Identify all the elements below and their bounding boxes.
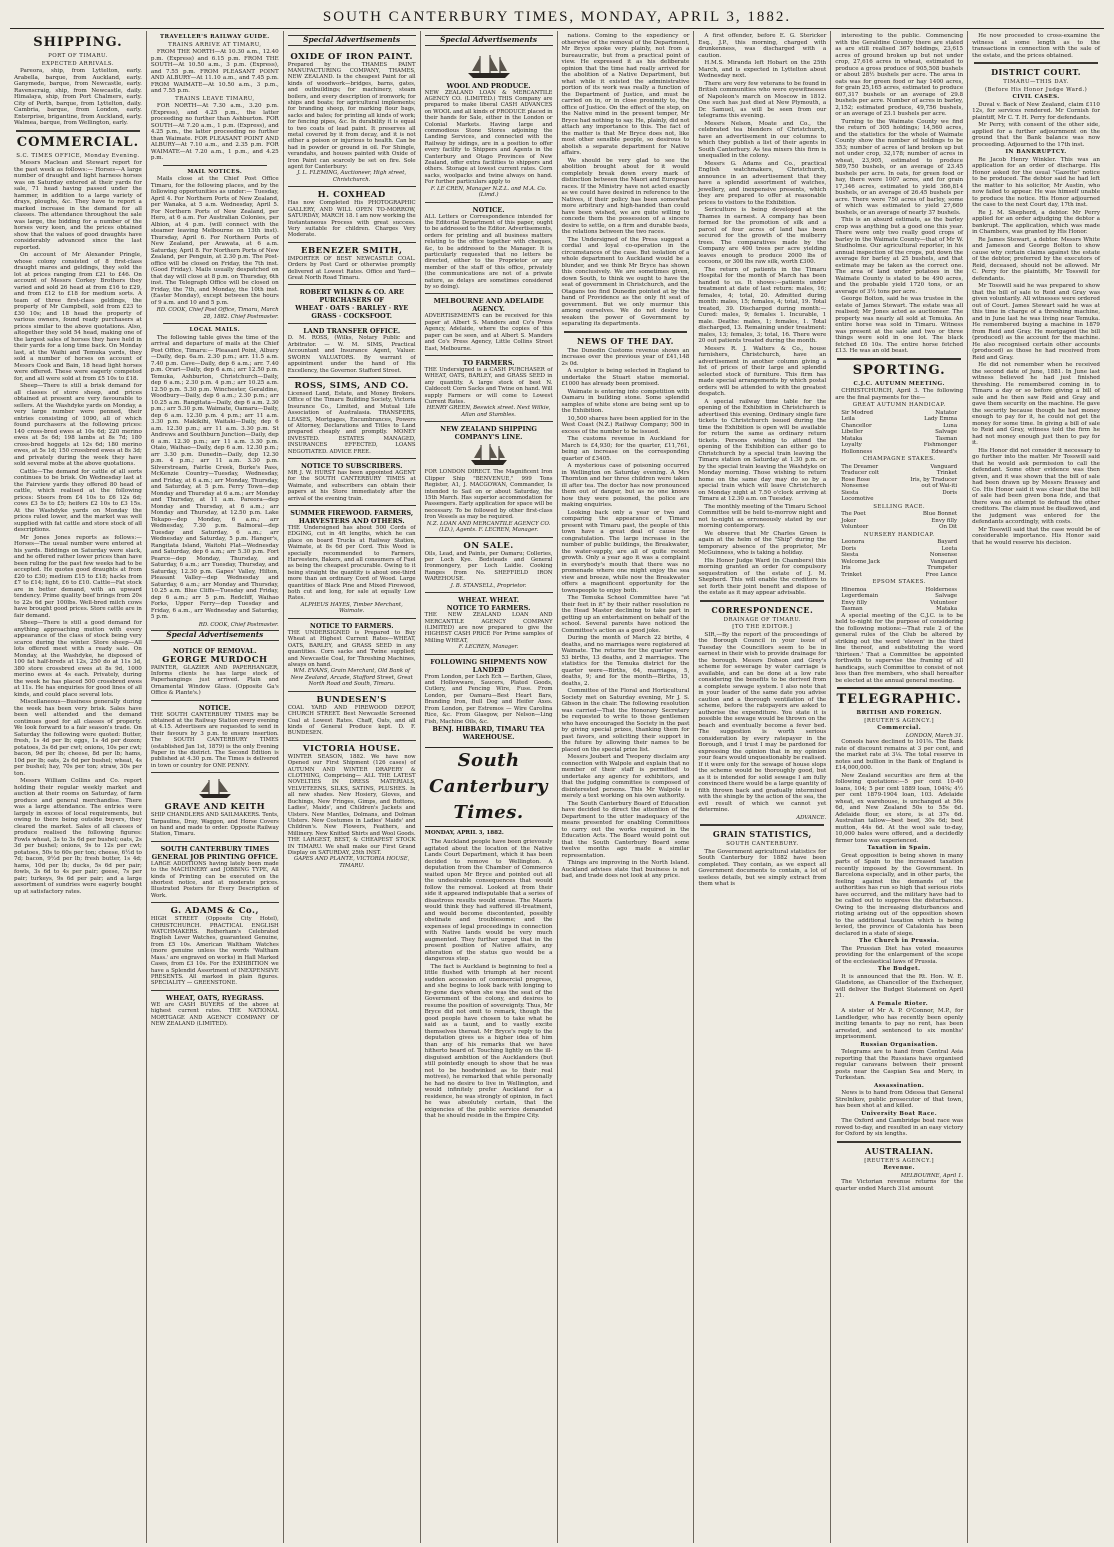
ad-victoria-house (288, 741, 416, 873)
ad-body: THE SOUTH CANTERBURY TIMES may be obtained at the Railway Station every evening at 4.15. Advertisers are requested to send in their favours by 3 p.m. to ensure insertion. The SOUTH CANTERBURY TIMES (established Jan 1st, 1879) is the only Evening Paper in the district. The Second Edition is published at 4.30 p.m. The Times is delivered in town or country for ONE PENNY. (150, 711, 279, 769)
ad-signature: F. LECREN, Manager. (458, 644, 519, 651)
race-list (835, 511, 963, 531)
race-list (835, 464, 963, 503)
commercial-para: Messrs William Collins and Co. report holding their regular weekly market and auction at their rooms on Saturday, of farm produce and general merchandise. There was a large attendance. The entries were largely in excess of local requirements, but owing to there being outside buyers, they cleared the market. Sales of all classes of produce realised the following figures: Fowls wheat, 3s to 3s 6d per bushel; oats, 2s 3d per bushel; onions, 9s to 12s per cwt; potatoes, 50s to 60s per ton; cheese, 6½d to 7d; bacon, 9½d per lb; fresh butter, 1s 4d; hams, 10d per lb; ducks, 5s 6d per pair; fowls, 3s 6d to 4s per pair; geese, 7s per pair; turkeys, 9s 6d per pair; and a large assortment of sundries were eagerly bought up at satisfactory rates. (14, 778, 142, 895)
tele-subhead: Commercial. (877, 725, 922, 731)
ad-body: From London, per Loch Ech — Earthen, Glass, and Hollowware, Saucers, Plated Goods, Cutlery, and Fencing Wire, Fuse. From London, per Oamaru—Best Heart Bars, Branding Iron, Bull Dog and Heifer Axes. From London, per Estremos — Wire Carolina Rice, &c. From Glasgow, per Nelson—Ling Fish, Machine Oils, &c. (424, 673, 553, 725)
horse-name: Leeta (941, 545, 958, 552)
ad-title: ROSS, SIMS, AND CO. (294, 380, 409, 391)
divider (700, 600, 824, 602)
office-line: S.C. TIMES OFFICE, Monday Evening. (16, 152, 140, 159)
trains-arrive-heading: TRAINS ARRIVE AT TIMARU, (168, 41, 262, 48)
ad-title: NOTICE. (472, 205, 505, 214)
commercial-para: Messrs Maclean and Stewart report for the past week as follows:— Horses—A large number of draught and light harness horses was on Saturday entered at their yards for sale, 71 head having passed under the hammer, in addition to a large variety of drays, ploughs, &c. They have to report a marked increase in the demand for all classes. The attendance throughout the sale was large, the bidding for a number of the horses very keen, and the prices obtained show that the values of good draughts have considerably advanced since the last reported. (14, 160, 142, 251)
editorial-para: nations. Coming to the expediency or otherwise of the removal of the Department, Mr Bryce spoke very plainly, not from a bureaucratic, but from a practical point of view. He expressed it as his deliberate opinion that the time had really arrived for the abolition of a Native Department, but what while it existed the administrative portion of its work was really a function of the Department of Justice, and must be carried on in, or in close proximity to, the office of Justice. On the effect of the step, on the Native mind in the present temper, Mr Bryce had nothing to say. He, plainly, did not attach any importance to this. The fact of the matter is that Mr Bryce does not, like most other sensible people, so desirous to abolish a separate department for Native affairs. (561, 33, 690, 156)
news-item: The South Canterbury Board of Education have decided to direct the attention of the Department to the utter inadequacy of the means presented for enabling Committees to carry out the works required in the Education Acts. The Board would point out that the South Canterbury Board some twelve months ago made a similar representation. (561, 800, 690, 859)
ad-notice-farmers (288, 619, 416, 692)
tele-para: It is announced that the Rt. Hon. W. E. Gladstone, as Chancellor of the Exchequer, will deliver the Budget Statement on April 21. (835, 973, 964, 999)
cjc-intro: CHRISTCHURCH, April 3. The following are the final payments for the— (835, 388, 964, 401)
horse-name: Salvage (935, 429, 958, 435)
ad-bundesen (288, 692, 416, 741)
ad-ebenezer-smith (288, 243, 416, 286)
column-4 (421, 31, 558, 1543)
ad-subscribers (288, 459, 416, 506)
horse-name: Hinemoa (841, 586, 867, 593)
ad-title: TO FARMERS. (462, 358, 515, 367)
british-foreign-heading: BRITISH AND FOREIGN. (856, 710, 942, 716)
sporting-para: A special meeting of the C.J.C. is to be held to-night for the purpose of considering the following motions:—That rule 2 of the general rules of the Club be altered by striking out the word 'eleven' in the third line thereof, and substituting the word 'thirteen.' That a Committee be appointed forthwith to supervise the framing of all handicaps, such Committee to consist of not less than five members, who shall hereafter be elected at the annual general meeting. (835, 612, 964, 684)
column-1 (10, 31, 147, 1543)
port-label: PORT OF TIMARU. (48, 53, 108, 59)
horse-name: Legerdemain (841, 593, 879, 599)
divider (564, 331, 688, 333)
grain-para: Turning to the Waimate County we find the return of 305 holdings; 14,560 acres, and the statistics for the whole of Waimate County show the number of holdings to be 353; number of acres of land broken up but not under crop, 32,178; number of acres in wheat, 23,905, estimated to produce 589,750 bushels, or an average of 23.45 bushels per acre. In oats, for green food or hay, there were 1007 acres, and for grain 17,346 acres, estimated to yield 366,814 bushels, or an average of 26.45 bushels per acre. There were 750 acres of barley, some of which was estimated to yield 27,669 bushels, or an average of nearly 37 bushels. (835, 118, 964, 216)
news-item: During the month of March 22 births, 4 deaths, and no marriages were registered at Waimate. The returns for the quarter were 53 births, 13 deaths, and 2 marriages. The statistics for the Temuka district for the quarter were—Births, 64, marriages, 5, deaths, 9; and for the month—Births, 15, deaths, 2. (561, 635, 690, 687)
horse-name: Rose Rose (841, 476, 871, 483)
horse-name: Blue Bonnet (922, 511, 958, 517)
horse-name: Nonsense (929, 552, 958, 558)
horse-name: Envy filly (931, 517, 958, 524)
ad-on-sale (425, 538, 553, 594)
horse-name: Nonsense (841, 483, 869, 489)
news-item: The customs revenue in Auckland for March is £4,930; for the quarter, £11,761, being an increase on the corresponding quarter of £3405. (561, 436, 690, 462)
news-item: Messrs Nelson, Moate and Co., the celebrated tea blenders of Christchurch, have an advertisement in our columns to which they publish a list of their agents in South Canterbury. As tea mixers this firm is unequalled in the colony. (698, 120, 827, 159)
ad-body: WE are CASH BUYERS of the above at highest current rates. THE NATIONAL MORTGAGE AND AGENCY COMPANY OF NEW ZEALAND (LIMITED). (150, 1001, 279, 1027)
news-item: There are very few veterans to be found in British communities who were eyewitnesses of Napoleon's march on Moscow in 1812. One such has just died at New Plymouth, a Dr. Samuel, as will be seen from our telegrams this evening. (698, 80, 827, 119)
trains-arrive: FROM THE NORTH—At 10.30 a.m., 12.40 p.m. (Express) and 6.15 p.m. FROM THE SOUTH—At 10.50 a.m., 3 p.m. (Express), and 7.55 p.m. FROM PLEASANT POINT AND ALBURY—At 11.10 a.m., and 7.45 p.m. FROM WAIMATE—At 10.50 a.m., 3 p.m., and 7.55 p.m. (150, 49, 279, 94)
letter-title: DRAINAGE OF TIMARU. (723, 616, 801, 623)
australian-heading: AUSTRALIAN. (864, 1145, 934, 1156)
tele-subhead: Revenue. (883, 1165, 915, 1171)
news-item: Looking back only a year or two and comparing the appearance of Timaru present with Timaru past, the people of this town have a great deal of cause for congratulation. The large increase in the number of public buildings, the Breakwater, the water-supply, are all of quite recent growth. Only a year ago it was a complaint in everybody's mouth that there was no promenade where one might enjoy the sea view and breeze, while now the Breakwater offers a magnificent opportunity for the townspeople to enjoy both. (561, 509, 690, 594)
horse-name: Hollonness (841, 448, 873, 455)
news-item: A special railway time table for the opening of the Exhibition in Christchurch is advertised this evening. Ordinary single fare tickets to Christchurch issued during the time the Exhibition is open will be available for return the same as ordinary return tickets. Persons wishing to attend the opening of the Exhibition can either go to Christchurch by a special train leaving the Timaru station on Saturday at 1.30 p.m. or by the special train leaving the Washdyke on Monday morning. Those wishing to return home on the same day may do so by a special train which will leave Christchurch on Monday night at 7.50 o'clock arriving at Timaru at 12.30 a.m. on Tuesday. (698, 398, 827, 502)
news-item: His Honor Judge Ward (in Chambers) this morning granted an order for compulsory sequestration of the estate of J. M. Shepherd. This will enable the creditors to set forth their joint benefit and dispose of the estate as it may appear advisable. (698, 557, 827, 596)
ad-title: WOOL AND PRODUCE. (446, 81, 531, 90)
special-ads-band: Special Advertisements (425, 35, 553, 46)
horse-name: Volunteer (841, 524, 869, 530)
news-item: 10,500 shares have been applied for in the West Coast (N.Z.) Railway Company; 500 in excess of the number to be issued. (561, 415, 690, 435)
horse-name: Vanguard (930, 558, 958, 565)
trains-leave: FOR NORTH—At 7.30 a.m., 3.20 p.m. (Express), and 4.25 p.m., the latter proceeding no further than Ashburton. FOR SOUTH—At 7.20 a.m., 1 p.m. (Express), and 4.25 p.m., the latter proceeding no further than Waimate. FOR PLEASANT POINT AND ALBURY—At 7.10 a.m., and 2.35 p.m. FOR WAIMATE—At 7.20 a.m., 1 p.m., and 4.25 p.m. (150, 103, 279, 161)
paper-flag: South Canterbury Times. (425, 747, 553, 827)
court-judge: (Before His Honor Judge Ward.) (984, 86, 1088, 93)
letter-address: [TO THE EDITOR.] (732, 624, 793, 630)
ad-body: COAL YARD AND FIREWOOD DEPOT, CHURCH STREET. Best Newcastle Screened Coal at Lowest Rates. Chaff, Oats, and all kinds of General Produce kept. D. F. BUNDESEN. (287, 704, 416, 737)
news-item: H.M.S. Miranda left Hobart on the 25th March, and is expected in Lyttelton about Wednesday next. (698, 60, 827, 79)
ad-adams (151, 903, 279, 990)
horse-name: Vanguard (930, 463, 958, 470)
horse-name: Locomotive (841, 496, 874, 502)
divider (837, 1141, 961, 1143)
horse-row (835, 496, 963, 503)
commercial-para: Mr Jones Jones reports as follows:— Horses—The usual number were entered at his yards. Biddings on Saturday were slack, and he offered rather lower prices than have been ruling for the past few weeks had to be accepted. He quotes good draughts at from £20 to £30; medium £15 to £18; hacks from £7 to £14; light, £6 to £10. Cattle—Fat stock are in better demand, with an upward tendency. Prime quality beef brings from 20s to 22s 6d per 100lbs. Well-bred milch cows have brought good prices. Store cattle are in fair demand. (14, 534, 142, 619)
horse-name: On Dit (938, 524, 958, 530)
horse-name: Loyalty (841, 442, 862, 448)
news-item: A sculptor is being selected in England to undertake the Stuart statue memorial. £1000 has already been promised. (561, 368, 690, 387)
horse-name: Doris (942, 489, 958, 496)
ad-ross-sims (288, 378, 416, 459)
running-head: SOUTH CANTERBURY TIMES, MONDAY, APRIL 3, 1882. (10, 6, 1104, 29)
editorial-para: We should be very glad to see the abolition brought about for it would completely break down every mark of distinction between the Maori and European races. If the Ministry have not acted exactly as we could have desired in reference to the Natives, if their policy has been somewhat more arbitrary and high-handed than could have been wished, we are quite willing to concede them the possession of a sincere desire to settle, on a firm and durable basis, the relations between the two races. (561, 157, 690, 235)
column-6 (694, 31, 831, 1543)
news-item: Waimate is entering into competition with Oamaru in building stone. Some splendid samples of white stone are being sent up to the Exhibition. (561, 388, 690, 414)
ad-wheat-oats (151, 991, 279, 1031)
court-para: Re James Stewart, a debtor. Messrs White and Jameson and George Bolton to show cause why certain claims against the estate of the debtor, preferred by the executors of Reid, deceased, should not be allowed. Mr C. Perry for the plaintiffs, Mr Tosswill for defendants. (972, 236, 1100, 282)
ad-title: SOUTH CANTERBURY TIMES GENERAL JOB PRINTING OFFICE. (151, 844, 279, 861)
ad-body: MR J. W. HURST has been appointed AGENT for the SOUTH CANTERBURY TIMES at Waimate, and subscribers can obtain their papers at his Store immediately after the arrival of the evening train. (287, 469, 416, 502)
tele-subhead: Russian Organisation. (860, 1041, 938, 1048)
ad-nz-shipping (425, 422, 553, 537)
horse-name: Libeller (841, 429, 863, 435)
ad-title: LAND TRANSFER OFFICE. (303, 327, 401, 336)
ad-coxhead (288, 187, 416, 242)
horse-name: Mataka (936, 606, 958, 612)
horse-name: Chancellor (841, 422, 872, 429)
ad-oxide-paint (288, 49, 416, 188)
horse-name: Luna (943, 422, 958, 429)
race-heading: SELLING RACE. (873, 503, 926, 510)
news-item: The monthly meeting of the Timaru School Committee will be held to-morrow night and not to-night as erroneously stated by our morning contemporary. (698, 503, 827, 529)
column-8 (968, 31, 1104, 1543)
ad-body: ALL Letters or Correspondence intended for the Editorial Department of this paper, ought to be addressed to the Editor. Advertisements, orders for printing and all business matters relating to the office together with cheques, &c, to be addressed to the Manager. It is particularly requested that no letters be directed, either to the Proprietor or any member of the staff of this office, privately (the communications are not of a private nature, as delays are sometimes considered by so doing). (424, 213, 553, 291)
ad-signature: ALPHEUS HAYES, Timber Merchant, Waimate. (300, 601, 403, 615)
agency-line: [REUTER'S AGENCY.] (864, 1157, 935, 1164)
ad-body: SHIP CHANDLERS AND SAILMAKERS. Tents, Tarpaulins, Dray, Waggon, and Horse Covers on hand and made to order. Opposite Railway Station, Timaru. (150, 812, 279, 838)
ad-title: NOTICE TO SUBSCRIBERS. (300, 461, 403, 470)
ad-title: EBENEZER SMITH, (300, 245, 403, 256)
horse-name: Free Lance (925, 571, 958, 578)
ad-body: Has now Completed His PHOTOGRAPHIC GALLERY, AND WILL OPEN TO-MORROW, SATURDAY, MARCH 18. I am now working the Instantaneous Process with great success. Very suitable for children. Charges Very Moderate. (287, 200, 416, 239)
horse-name: Siesta (841, 489, 859, 496)
column-2 (147, 31, 284, 1543)
ad-wheat-notice (425, 593, 553, 655)
grain-para: interesting to the public. Commencing with the Geraldine County there are stated as are still realised 367 holdings, 23,615 acres of ground broken up but not under crop, 27,616 acres in wheat, estimated to produce a gross produce of 905,508 bushels or about 28½ bushels per acre. The area in oats was for green food or hay 1400 acres, for grain 25,165 acres, estimated to produce 607,317 bushels or an average of 29.8 bushels per acre. Number of acres in barley, 2,152; estimated produce, 49,756 bushels, or an average of 23.1 bushels per acre. (835, 33, 964, 117)
column-5 (558, 31, 695, 1543)
ad-title: WHEAT. WHEAT. (458, 596, 520, 605)
ad-signature: BENJ. HIBBARD, TIMARU TEA WAREHOUSE. (432, 724, 545, 741)
ad-body: WINTER SEASON, 1882. We have now Opened our First Shipment (126 cases) of AUTUMN AND WINTER DRAPERY & CLOTHING, Comprising— ALL THE LATEST NOVELTIES IN DRESS MATERIALS, VELVETEENS, SILKS, SATINS, PLUSHES. In all new shades. New Hosiery, Gloves, and Buchings, New Fringes, Gimps, and Buttons, Ladies', Maids', and Children's Jackets and Ulsters. New Mantles, Dolmans, and Dolman Ulsters. New Costumes in Ladies' Maids' and Children's. New Flowers, Feathers, and Millinery. New Knitted Shirts and Wool Goods. THE LARGEST, BEST, & CHEAPEST STOCK IN TIMARU. We shall make our First Grand Display on SATURDAY, 25th INST. (287, 753, 416, 856)
civil-cases-heading: CIVIL CASES. (1012, 94, 1060, 100)
ad-body: LARGE ADDITIONS having lately been made to the MACHINERY and JOBBING TYPE, All kinds of Printing can be executed on the shortest notice, and at moderate prices. Illustrated Posters for Every Description of Work. (150, 860, 279, 899)
tele-para: Great opposition is being shown in many parts of Spain to the increased taxation recently imposed by the Government. In Barcelona especially, and in other parts, the feeling against the demands of the authorities has run so high that serious riots have occurred, and the military have had to be called out to suppress the disturbances. Owing to the increasing disturbances and rioting arising out of the opposition shown to the additional taxation which is being levied, the province of Catalonia has been declared in a state of siege. (835, 852, 964, 937)
tele-dateline: LONDON, March 31. (905, 732, 964, 739)
court-para: Mr Tosswill said he was prepared to show that the bill of sale to Reid and Gray was given voluntarily. All witnesses were ordered out of Court. James Stewart said he was at this time in charge of a threshing machine, and in June last he was living near Temuka. He remembered buying a machine in 1879 from Reid and Gray. He mortgaged the bill (produced) as the account for the machine. He also recognised certain other accounts (produced) as those he had received from Reid and Gray. (972, 283, 1100, 361)
horse-name: Salvage (935, 593, 958, 599)
divider (163, 165, 267, 166)
ad-body: Prepared by the THAMES PAINT MANUFACTURING COMPANY, THAMES, NEW ZEALAND. Is the cheapest Paint for all kinds of woodwork—bridges, barns, gates, and outbuildings; for machinery, steam boilers, and every description of ironwork; for ships and boats; for agricultural implements; for branding sheep, for marking flour bags, sacks and bales; for printing all kinds of work; for fencing pipes, &c. In durability it is equal to two coats of lead paint. It preserves all metal covered by it from decay, and it is not either a poison or injurious to health. Can be had in powder or ground in oil. For Shingle, verandahs, and houses painted with Oxide of Iron Paint can scarcely be set on fire. Sole agent for Canterbury: (287, 61, 416, 170)
tele-subhead: Taxation in Spain. (867, 845, 931, 851)
news-item: A first offender, before E. G. Stericker Esq., J.P., this morning, charged with drunkenness, was discharged with a caution. (698, 33, 827, 59)
ad-firewood (288, 506, 416, 619)
race-list (835, 587, 963, 613)
ad-grave-keith (151, 773, 279, 842)
correspondence-heading: CORRESPONDENCE. (711, 604, 814, 615)
expected-label: EXPECTED ARRIVALS. (41, 60, 115, 67)
ad-editorial-notice (425, 203, 553, 295)
ad-shipments (425, 655, 553, 744)
ad-title: ON SALE. (463, 540, 514, 551)
grain-para: The Government agricultural statistics for South Canterbury for 1882 have been completed. They contain, as we expect all Government documents to contain, a lot of useless details, but we simply extract from them what is (698, 848, 827, 887)
court-para: He now proceeded to cross-examine the witness at some length as to the transactions in connection with the sale of the estate, and the prices obtained. (972, 33, 1100, 59)
mail-notices: Mails close at the Chief Post Office Timaru, for the following places, and by the following opportunities as under:— Tuesday, April 4. For Northern Ports of New Zealand, per Wanaka, at 5 a.m. Wednesday, April 5. For Northern Ports of New Zealand, per Hero, at 6 a.m. For Australian Colonies, per Albion, at 4 p.m. (will connect with the steamer leaving Melbourne on 13th inst). Thursday, April 6. For Northern Ports of New Zealand, per Arawata, at 6 a.m. Saturday, April 8. For Northern Ports of New Zealand, per Penguin, at 2.30 p.m. The Post-office will be closed on Friday, the 7th inst. (Good Friday). Mails usually despatched on that day will close at 8 p.m. on Thursday, 6th inst. The Telegraph Office will be closed on Friday, the 7th, and Monday, the 10th inst. (Easter Monday), except between the hours of 9 a.m. and 10 and 5 p.m. (150, 176, 279, 306)
tele-subhead: University Boat Race. (861, 1110, 938, 1117)
news-item: We observe that Mr Charles Green is again at the helm of the "Ship" during the temporary absence of the proprietor, Mr McGuinness, who is taking a holiday. (698, 530, 827, 556)
issue-date: MONDAY, APRIL 3, 1882. (424, 829, 504, 836)
shipping-heading: SHIPPING. (33, 35, 123, 50)
ad-signature: WM. EVANS, Grain Merchant, Old Bank of New Zealand, Arcade, Stafford Street, Great North Road and South, Timaru. (290, 668, 413, 688)
horse-name: Lady Emma (924, 416, 958, 422)
ad-body: ADVERTISEMENTS can be received for this paper at Albert S. Manders and Co's Press Agency, Adelaide, where the copies of this paper can be seen, and at Albert S. Manders and Co's Press Agency, Little Collins Street East, Melbourne. (424, 313, 553, 352)
ship-icon (195, 778, 235, 800)
ad-wilkin (288, 285, 416, 324)
news-item: Committee of the Floral and Horticultural Society met on Saturday evening, Mr J. S. Gibson in the chair. The following resolution was carried—That the Honorary Secretary be requested to write to those gentlemen who have encouraged the Society in the past by giving special prizes, thanking them for past favors, and soliciting their support in the future by allowing their names to be placed on the special prize list. (561, 688, 690, 753)
ad-notice (151, 701, 279, 774)
ad-signature: F. LE CREN, Manager N.Z.L. and M.A. Co. (Limd.) (430, 185, 547, 199)
ad-body: THE Undersigned has about 500 Cords of EDGING, cut in 4ft lengths, which he can place on board Trucks at Railway Station, Waimate, at 8s 6d per Cord. This Wood is specially recommended to Farmers, Harvesters, Bakers, and all consumers of Fuel as being the cheapest procurable. Owing to it being straight the quantity is about one-third more than an ordinary Cord of Wood. Large quantities of Black Pine and Mixed Firewood, both cut and long, for sale at equally Low Rates. (287, 525, 416, 602)
commercial-para: Miscellaneous—Business generally during the week has been very brisk. Sales have been well attended and the demand continues good for all classes of property. We look forward to a fair season's trade. On Saturday the following were quoted: Butter, fresh, 1s 4d per lb; eggs, 1s 4d per dozen; potatoes, 3s 6d per cwt; onions, 10s per cwt; bacon, 9d per lb; cheese, 8d per lb; hams, 10d per lb; oats, 2s 6d per bushel; wheat, 4s per bushel; hay, 70s per ton; straw, 30s per ton. (14, 699, 142, 777)
ad-title: NEW ZEALAND SHIPPING COMPANY'S LINE. (440, 425, 537, 442)
divider (16, 130, 140, 132)
cjc-heading: C.J.C. AUTUMN MEETING. (853, 380, 945, 387)
race-list (835, 410, 963, 456)
editorial-para: The Auckland people have been grievously agitated about the location of the Native Lands Court Department, which it has been decided to remove to Wellington. A deputation from the Chamber of Commerce waited upon Mr Bryce and pointed out all the undesirable consequences that would follow the removal. Looked at from their side it appeared indisputable that a series of disastrous results would ensue. The Maoris would think they had suffered ill-treatment, and would become discontented, possibly obstinate and troublesome; and the expenses of legal proceedings in connection with Native lands would be very much augmented. They further urged that in the present position of Native affairs, any alteration of the status quo would be a dangerous step. (424, 839, 553, 963)
news-item: The Dunedin Customs revenue shows an increase over the previous year of £41,148 2s 0d. (561, 347, 690, 367)
special-ads-band: Special Advertisements (151, 630, 279, 641)
ad-title: H. COXHEAD (317, 190, 386, 201)
ad-title: VICTORIA HOUSE. (302, 743, 401, 754)
ad-wool-produce (425, 49, 553, 203)
letter-body: SIR,—By the report of the proceedings of the Borough Council in your issue of Tuesday the Councillors seem to be in earnest in their wish to provide drainage for the borough. Messrs Dobson and Grey's scheme for sewerage by water carriage is available, and can be done at a low rate considering the benefits to be derived from a complete sewage system. I also note that in your leader of the same date you advise caution and a thorough ventilation of the scheme, before the ratepayers are asked to authorise the expenditure. You state it is possible the sewage would be thrown on the beach and eventually become a fever bed. The suggestion is worth serious consideration by every ratepayer in the Borough, and I trust I may be pardoned for expressing the opinion that in my opinion your fears would unquestionably be realised. If it were only for the sewage of house slops the scheme would be thoroughly good, but as it is intended for solid sewage I am fully convinced there would be a large quantity of filth thrown back and gradually intermixed with the shingle by the action of the sea, the evil result of which we cannot yet determine. (698, 631, 827, 813)
horse-name: Traducer colt (841, 470, 879, 476)
ad-title: GRAVE AND KEITH (164, 802, 266, 813)
ad-body: PAINTER, GLAZIER AND PAPERHANGER, Informs clients he has large stock of Paperhangings just arrived. Plain and Ornamental Window Glass. (Opposite Ga's Office & Plante's.) (150, 664, 279, 697)
commercial-para: Cattle—The demand for cattle of all sorts continues to be brisk. On Wednesday last at the Fairview yards they offered 80 head of cattle, which realised at the following prices: Steers from £4 10s to £6 12s 6d; cows £3 5s to £5; heifers £2 10s to £3 15s. At the Washdyke yards on Monday the prices ruled lower, and the market was well supplied with fat cattle and store stock of all descriptions. (14, 468, 142, 533)
court-para: Duval v. Back of New Zealand, claim £110 12s, for services rendered. Mr Cornish for plaintiff, Mr C. T. H. Perry for defendants. (972, 101, 1100, 121)
horse-name: Tasman (935, 435, 958, 442)
grain-para: This is an absurd estimate, as the barley crop was anything but a good one this year. There were only two really good crops of barley in the Waimate County—that of Mr W. Studholme. Our agricultural reporter, in his annual inspection of the crops, put down the average for barley at 25 bushels, and that estimate may be taken as the correct one. The area of land under potatoes in the Waimate County is stated to be 490 acres, and the probable yield 1720 tons, or an average of 3½ tons per acre. (835, 217, 964, 295)
horse-name: Holderness (925, 586, 958, 593)
horse-name: Trinket (936, 470, 958, 476)
special-ads-band: Special Advertisements (288, 35, 416, 46)
sporting-heading: SPORTING. (852, 362, 946, 378)
local-mails: The following table gives the time of the arrival and departure of mails at the Chief Post Office, Timaru:— Pleasant Point, Albury—Daily, dep. 6a.m. 2.30 p.m.; arr. 11.5 a.m. 7.40 p.m. Cave—Daily, dep 6 a.m.; arr. 7.40 p.m. Orari—Daily, dep 6 a.m.; arr 12.50 p.m. Temuka, Ashburton, Christchurch—Daily, dep 6 a.m.; 2.30 p.m. 4 p.m.; arr 10.25 a.m. 12.50 p.m. 5.30 p.m. Winchester, Geraldine, Woodbury—Daily, dep 6 a.m.; 2.30 p.m.; arr 10.25 a.m. Rangitata—Daily, dep 6 a.m. 2.30 p.m.; arr 5.30 p.m. Waimate, Oamaru—Daily, dep 6 a.m. 12.30 p.m. 4 p.m.; arr 11 a.m. 3.30 p.m. Makikihi, Waitaki—Daily, dep 6 a.m. 12.30 p.m.; arr 11 a.m. 3.30 p.m. St Andrews and Southburn Junction—Daily, dep 6 a.m. 12.30 p.m.; arr 11 a.m. 3.30 p.m. Otaio, Waihao—Daily, dep 6 a.m. 12.30 p.m.; arr 3.30 p.m. Dunedin—Daily, dep 12.30 p.m. 4 p.m.; arr 11 a.m. 3.30 p.m. Silverstream, Fairlie Creek, Burke's Pass, McKenzie Country—Tuesday, Wednesday, and Friday, at 6 a.m.; arr Monday, Thursday, and Saturday, at 5 p.m. Ferry Town—dep Monday and Thursday at 6 a.m.; arr Monday and Thursday, at 11 a.m. Pareora—dep Monday and Thursday, at 6 a.m.; arr Monday and Thursday, at 12.50 p.m. Lake Tekapo—dep Monday, 6 a.m.; arr Wednesday, 7.30 p.m. Balmoral—dep Tuesday and Saturday, 6 a.m.; arr Wednesday and Saturday, 5 p.m. Hanger's, Rangitata Island, Waitohi Flat—Wednesday and Saturday, dep 6 a.m.; arr 5.30 p.m. Fort Pearce—dep Monday, Thursday, and Saturday, 6 a.m.; arr Tuesday, Thursday, and Saturday, 12.30 p.m. Gapes' Valley, Hilton, Pleasant Valley—dep Wednesday and Saturday, 6 a.m.; arr Monday and Thursday, 10.25 a.m. Blue Cliffs—Tuesday and Friday, dep 6 a.m.; arr 5 p.m. Redcliff, Waihao Forks, Upper Ferry—dep Tuesday and Friday, 6 a.m., arr Wednesday and Saturday, 5 p.m. (150, 334, 279, 620)
horse-name: Volunteer (930, 599, 958, 606)
race-heading: EPSOM STAKES. (872, 579, 926, 585)
race-list (835, 539, 963, 578)
ad-signature: N.Z. LOAN AND MERCANTILE AGENCY CO. (LD.), Agents. F. LECREN, Manager. (426, 520, 551, 534)
commercial-heading: COMMERCIAL. (16, 134, 140, 150)
arrivals-list: Pareora, ship, from Lyttelton, early. Arabella, barque, from Auckland, early. Ganymede, barque, from Newcastle, early. Ravenscraig, ship, from Newcastle, daily. Himalaya, ship, from Port Chalmers, early. City of Perth, barque, from Lyttelton, daily. Cambria, barque, from London, early. Enterprise, brigantine, from Auckland, early. Walmea, barque, from Wellington, early. (14, 68, 142, 126)
divider (837, 358, 961, 360)
ship-icon (464, 54, 514, 80)
ad-title: BUNDESEN'S (316, 694, 387, 705)
ad-signature: J. B. STANSELL, Proprietor. (450, 582, 527, 589)
ad-title: MELBOURNE AND ADELAIDE AGENCY. (433, 297, 544, 314)
horse-row (835, 524, 963, 531)
editorial-para: The fact is Auckland is beginning to feel a little flushed with triumph at her recent sudden accession of commercial progress, and she begins to look back with longing to by-gone days when she was the seat of the Government of the colony, and desires to resume the position of sovereignty. Thus, Mr Bryce did not omit to remark, though the good people have chosen to take what he said as a taunt, and to vastly excite themselves thereat. Mr Bryce's reply to the deputation gives us a higher idea of him than any of his remarks that we have hitherto heard of. Touching lightly on the ill-disguised ambition of the Aucklanders (but still pointedly enough to show that he was not to be hoodwinked as to their real motives), he remarked that while personally he had no desire to live in Wellington, and would infinitely prefer Auckland for a residence, he was strongly of opinion, in fact he was absolutely certain, that the exigencies of the public service demanded that he should reside in the Empire City. (424, 963, 553, 1120)
horse-name: Sir Modred (841, 409, 874, 416)
ad-land-transfer (288, 324, 416, 377)
horse-name: Mataka (841, 435, 863, 442)
agency-line: [REUTER'S AGENCY.] (864, 717, 935, 724)
dateline (425, 830, 553, 837)
horse-row (835, 572, 963, 579)
ad-title: WHEAT, OATS, RYEGRASS. (165, 993, 264, 1002)
horse-name: Trinket (841, 571, 862, 578)
news-item: Sericulture is being developed at the Thames in earnest. A company has been formed for the promotion of silk and a parcel of four acres of land has been secured for the growth of the mulberry trees. The comparatives made by the Company are 400 trees per acre yielding leaves enough to produce 2000 lbs of cocoons, or 300 lbs raw silk, worth £300. (698, 207, 827, 265)
horse-name: Natator (935, 409, 958, 416)
tele-para: The Prussian Diet has voted measures providing for the enlargement of the scope of the ecclesiastical laws of Prussia. (835, 945, 964, 965)
court-para: George Bolton, said he was trustee in the estate of James Stewart. The estate was all realised; Mr Jones acted as auctioneer. The property was nearly all sold at Temuka. An entire horse was sold in Timaru. Witness was present at the sale and two or three things were sold in one lot. The black fetched £6 10s. The entire horse fetched £13. He was an old beast. (835, 296, 964, 354)
news-item: Things are improving in the North Island. Auckland advises state that business is not bad, and trade does not look at any price. (561, 860, 690, 879)
ad-title: NOTICE TO FARMERS. (309, 621, 394, 630)
horse-name: Leonora (841, 539, 865, 545)
ad-signature: HENRY GREEN, Beswick street. Next Wilkie, Allan and Stambles. (426, 405, 551, 418)
ad-title: FOLLOWING SHIPMENTS NOW LANDED (430, 657, 547, 674)
commercial-para: Sheep—There is still a brisk demand for all classes of store sheep, and prices obtained at present are very favourable to sellers. At the Washdyke yards on Monday, a very large number were penned, their entries consisting of 1090, all of which found purchasers at the following prices: 140 cross-bred ewes at 10s 6d; 220 merino ewes at 5s 6d; 198 lambs at 8s 7d; 180 cross-bred hoggets at 12s 6d; 180 merino ewes, at 5s 1d; 150 crossbred ewes at 8s 3d; and privately during the week they have sold several mobs at the above quotations. (14, 383, 142, 467)
ad-title: G. ADAMS & Co., (170, 906, 259, 917)
horse-name: Iris (841, 565, 851, 571)
horse-name: Joker (841, 517, 856, 524)
local-mails-heading: LOCAL MAILS. (189, 327, 241, 333)
horse-name: Trumpeter (927, 565, 958, 571)
ad-body: THE NEW ZEALAND LOAN AND MERCANTILE AGENCY COMPANY (LIMITED) are now prepared to give the HIGHEST CASH PRICE For Prime samples of Milling WHEAT, (424, 612, 553, 644)
news-item: Messrs R. J. Walters & Co., house furnishers, Christchurch, have an advertisement in another column giving a list of prices of their large and splendid selected stock of furniture. This firm has made special arrangements by which postal orders will be attended to with the greatest despatch. (698, 345, 827, 397)
news-item: Messrs Joubert and Twopeny disclaim any connection with Walpole and explain that no member of their staff is permitted to undertake any agency for exhibitors, and that the judging committee is composed of disinterested persons. This Mr Walpole is merely a text working on his own authority. (561, 754, 690, 799)
ad-body: Licensed Land, Estate, and Money Brokers. Office of the Timaru Building Society, Victoria Insurance Co., Limited, and Mutual Life Association of Australasia. TRANSFERS, LEASES, Mortgages, Encumbrances, Powers of Attorney, Declarations and Titles to Land prepared cheaply and promptly. MONEY INVESTED. ESTATES MANAGED, INSURANCES EFFECTED, LOANS NEGOTIATED. ADVICE FREE. (287, 390, 416, 455)
horse-name: Iris, by Traducer (910, 476, 958, 483)
divider (163, 323, 267, 324)
railway-guide-heading: TRAVELLER'S RAILWAY GUIDE. (160, 34, 270, 40)
grain-subheading: SOUTH CANTERBURY. (726, 841, 799, 847)
ad-signature: GAPES AND PLANTE, VICTORIA HOUSE, TIMARU. (293, 856, 410, 869)
tele-para: New Zealand securities are firm at the following quotations:—5 per cent 10-40 loans, 104; 5 per cent 1889 loan, 104⅝; 4½ per cent 1879-1904 loan, 103. Adelaide wheat, ex warehouse, is unchanged at 56s 6d, and New Zealand 50s to 55s 6d. Adelaide flour, ex store, is at 37s 6d. Australian tallow—best beef, 30s 6d; best mutton, 44s 6d. At the wool sale to-day, 10,000 bales were offered, and a decidedly firmer tone was experienced. (835, 772, 964, 844)
news-item: The Temuka School Committee have "at their feet in it" by their rather resolution re the Head Master declining to take part in getting up an entertainment on behalf of the school. Several parents have noticed the Committee's action as a good joke. (561, 595, 690, 634)
ad-body: IMPORTER OF BEST NEWCASTLE COAL. Orders by Post Card or otherwise promptly delivered at Lowest Rates. Office and Yard—Great North Road Timaru. (287, 255, 416, 282)
race-heading: NURSERY HANDICAP. (863, 531, 935, 538)
column-7 (831, 31, 968, 1543)
horse-name: Envy filly (841, 599, 868, 606)
tele-para: A sister of Mr A. P. O'Connor, M.P., for Landledger, who has recently been openly inciting tenants to pay no rent, has been arrested, and sentenced to six months' imprisonment. (835, 1008, 964, 1040)
horse-name: Bayard (937, 539, 958, 545)
news-item: The return of patients in the Timaru Hospital for the month of March has been handed to us. It shows:—patients under treatment at date of last return: males, 16; females, 4; total, 20. Admitted during month: males, 15; females, 4; total, 19. Total treated, 39. Discharged during month:—Cured: males, 9; females 1. Incurable, 1 male. Deaths: males, 1; females, 1. Total discharged, 13. Remaining under treatment: males, 13; females, 3; total, 16. There were 20 out patients treated during the month. (698, 266, 827, 344)
editorial-para: The Undersigned of the Press suggest a cordial and loyal co-operation in the circumstances of the case. But isolation of a whole department to Auckland would be a blunder, and we think Mr Bryce has shown this conclusively. We are sometimes given, down South, to think we ought to have the seat of government in Christchurch, and the Otagans too find Dunedin pointed at by the hand of Providence as the only fit seat of government. But we only murmur this among ourselves. We do not desire to weaken the power of Government by separating its departments. (561, 236, 690, 327)
horse-name: Doris (841, 545, 857, 552)
divider (700, 824, 824, 826)
ad-melbourne-agency (425, 294, 553, 355)
tele-subhead: The Church in Prussia. (858, 938, 940, 944)
postmaster-signature: RD. COOK, Chief Post Office, Timaru, March 28, 1882. Chief Postmaster. (156, 307, 279, 320)
tele-para: News is to hand from Odessa that General Strelnikov, public prosecutor of that town, has been shot at and killed. (835, 1090, 964, 1109)
letter-signature: ADVANCE. (796, 814, 827, 821)
tele-dateline: MELBOURNE, April 1. (900, 1172, 964, 1179)
ad-title: NOTICE. (198, 703, 231, 712)
horse-name: Fishmonger (923, 442, 958, 448)
ad-murdoch (151, 644, 279, 701)
tele-subhead: Assassination. (874, 1082, 925, 1089)
commercial-para: Sheep—There is still a good demand for anything approaching mutton with every appearance of the class of stock being very scarce during the winter. Store sheep—All lots offered meet with a ready sale. On Monday, at the Washdyke, he disposed of 100 fat half-breds at 12s, 250 do at 11s 3d, 380 store crossbred ewes at 8s 9d, 1000 merino ewes at 4s each. Privately, during the week he has placed 500 crossbred ewes at 11s. He has enquiries for good lines of all kinds, and could place several lots. (14, 620, 142, 698)
ad-title: OXIDE OF IRON PAINT. (290, 51, 413, 62)
ad-signature: J. L. FLEMING, Auctioneer, High street, Christchurch. (297, 170, 407, 183)
ad-title: ROBERT WILKIN & CO. ARE PURCHASERS OF (299, 288, 404, 305)
ad-items: WHEAT · OATS · BARLEY · RYE GRASS · COCKSFOOT. (295, 304, 409, 321)
ad-body: NEW ZEALAND LOAN & MERCANTILE AGENCY CO. (LIMITED.) THIS Company are prepared to make liberal CASH ADVANCES on WOOL and all kinds of PRODUCE placed in their hands for Sale, either in the London or Colonial Markets. Having large and commodious Stone Stores adjoining the Landing Services, and connected with the Railway by sidings, are in a position to offer every facility to Shippers and Agents in the Canterbury and Otago Provinces of New Zealand, offer extra facilities to shippers and others. Storage at lowest current rates. Corn sacks, woolpacks and twine always on hand. For further particulars apply to (424, 89, 553, 186)
court-para: Re Jacob Henry Winkler. This was an application for an order of discharge. His Honor asked for the usual "Gazette" notice to be produced. The debtor said he had left the matter to his solicitor, Mr Austin, who now failed to appear. He was himself unable to produce the notice. His Honor adjourned the case to the next Court day, 17th inst. (972, 156, 1100, 208)
race-heading: GREAT AUTUMN HANDICAP. (852, 402, 946, 408)
ad-to-farmers (425, 356, 553, 422)
court-subheading: TIMARU—THIS DAY. (1003, 79, 1069, 85)
horse-name: Leila (841, 416, 855, 422)
column-3 (284, 31, 421, 1543)
court-para: He did not remember when he received the second date of June, 1881. In June last witness believed he had just finished threshing. He remembered coming in to Timaru a day or so before giving a bill of sale and he then saw Reid and Gray and gave them security on the machine. He gave the security because though he had money enough to pay for it, he could not get the money for some time. In giving a bill of sale to Reid and Gray, witness told the firm he had not money enough just then to pay for it. (972, 362, 1100, 446)
ad-body: THE Undersigned is a CASH PURCHASER of WHEAT, OATS, BARLEY, and GRASS SEED in any quantity. A large stock of best N. Caldecott Corn Sacks and Twine on hand. Will supply Farmers or will come to Lowest Current Rates. (424, 366, 553, 405)
ad-title: SUMMER FIREWOOD. FARMERS, HARVESTERS AND OTHERS. (290, 509, 414, 525)
news-heading: NEWS OF THE DAY. (576, 335, 674, 346)
horse-name: Edward's (931, 448, 958, 455)
ad-subtitle: NOTICE TO FARMERS. (446, 604, 531, 613)
horse-name: The Dreamer (841, 463, 879, 470)
horse-name: Tasman (841, 606, 863, 612)
news-item: A mysterious case of poisoning occurred in Wellington on Saturday evening. A Mrs Thornton and her three children were taken ill after tea. The doctor has now pronounced them out of danger, but as no one knows how they were poisoned, the police are making enquiries. (561, 463, 690, 508)
local-mails-signature: RD. COOK, Chief Postmaster. (198, 621, 279, 628)
court-para: Mr Tosswill said that the case would be of considerable importance. His Honor said that he would reserve his decision. (972, 526, 1100, 546)
tele-para: The Victorian revenue returns for the quarter ended March 31st amount (835, 1179, 964, 1192)
divider (974, 62, 1098, 64)
ad-body: FOR LONDON DIRECT. The Magnificent Iron Clipper Ship "BENVENUE," 999 Tons Register, A1, J. MACGOWAN, Commander, Is intended to Sail on or about Saturday, the 15th March. Has superior accommodation for Passengers. Early application for space will be necessary. To be followed by other first-class Iron Vessels as may be required. (424, 469, 553, 521)
ad-title: NOTICE OF REMOVAL. (172, 646, 257, 655)
horse-name: Welcome Jack (841, 558, 880, 565)
horse-row (835, 449, 963, 456)
divider (837, 687, 961, 689)
court-para: Re J. M. Shepherd, a debtor. Mr Perry applied for an order adjudging the debtor a bankrupt. The application, which was made in Chambers, was granted by His Honor. (972, 209, 1100, 235)
ad-body: HIGH STREET (Opposite City Hotel), CHRISTCHURCH. PRACTICAL ENGLISH WATCHMAKERS. Rotherham's Celebrated English Lever Watches, guaranteed Genuine, from £5 10s. American Waltham Watches (more genuine unless the words 'Waltham Mass.' are engraved on works) in Hall Marked Cases, from £3 10s. For the EXHIBITION we have a Splendid Assortment of INEXPENSIVE PRESENTS. All marked in plain figures. SPECIALITY — GREENSTONE. (150, 916, 279, 987)
district-court-heading: DISTRICT COURT. (991, 67, 1082, 77)
trains-leave-heading: TRAINS LEAVE TIMARU, (175, 95, 255, 102)
tele-subhead: A Female Rioter. (870, 1000, 929, 1007)
ship-icon (467, 443, 511, 467)
tele-subhead: The Budget. (877, 966, 921, 972)
ad-body: D. M. ROSS, (Wilks, Notary Public and Arbitrator. — W. M. SIMS, Practical Accountant and Insurance Agent, Valuer. SWORN VALUATORS. By warrant of appointment under the hand of His Excellency, the Governor. Stafford Street. (287, 335, 416, 374)
race-heading: CHAMPAGNE STAKES. (862, 456, 936, 462)
mail-notices-heading: MAIL NOTICES. (187, 168, 243, 175)
horse-name: out of Wai-iti (921, 483, 958, 489)
ad-title: GEORGE MURDOCH (162, 654, 268, 665)
tele-para: The Oxford and Cambridge boat race was rowed to-day, and resulted in an easy victory for Oxford by six lengths. (835, 1118, 964, 1137)
horse-name: Siesta (841, 552, 859, 558)
court-para: Mr Perry, with consent of the other side, applied for a further adjournment on the ground that the Bank balance was now proceeding. Adjourned to the 17th inst. (972, 122, 1100, 148)
court-para: His Honor did not consider it necessary to go further into the matter. Mr Tosswill said that he would ask permission to call the defendant. Some other evidence was then given, and it was shown that the bill of sale had been drawn up by Messrs Brassey and Co. His Honor said it was clear that the bill of sale had been given bona fide, and that there was no attempt to defraud the other creditors. The claim must be disallowed, and the judgment was entered for the defendants accordingly, with costs. (972, 447, 1100, 525)
columns (10, 31, 1104, 1543)
horse-name: The Poet (841, 511, 866, 517)
ad-body: Oils, Lead, and Paints, per Oamaru; Colleries, per Loch Kye. Bedsteads and General Ironmongery, per Loch Laidie. Cooking Ranges from No. SHEFFIELD IRON WAREHOUSE. (424, 550, 553, 583)
tele-para: Consols have declined to 101⅝. The Bank rate of discount remains at 3 per cent, and the market rate at 3⅛. The total reserve in notes and bullion in the Bank of England is £14,000,000. (835, 739, 964, 771)
ad-job-printing (151, 842, 279, 903)
news-item: Messrs G. Adams and Co., practical English watchmakers, Christchurch, announce in an advertisement that they have a splendid assortment of watches, jewellery, and inexpensive presents, which they are prepared to offer at reasonable prices to visitors to the Exhibition. (698, 160, 827, 206)
grain-statistics-heading: GRAIN STATISTICS, (712, 829, 812, 839)
telegraphic-heading: TELEGRAPHIC. (836, 692, 962, 707)
commercial-para: On account of Mr Alexander Pringle, whose colony consisted of 8 first-class draught mares and geldings, they sold the lot at prices ranging from £21 to £46. On account of Messrs Corkey Brothers they varied and sold 26 head at from £16 to £29, and from £12 to £18 for medium sorts. A team of three first-class geldings, the property of Mr Campbell, sold from £23 to £30 10s; and 18 head the property of various owners, found ready purchasers at prices similar to the above quotations. Also, altogether they sold 54 head, making one of the largest sales of horses they have held in their yards for a long time back. On Monday last, at the Waihi and Temuka yards, they sold a number of horses on account of Messrs Cook and Bain, 18 head light horses were offered. These were eagerly competed for, and all were sold at from £5 10s to £18. (14, 252, 142, 382)
bankruptcy-heading: IN BANKRUPTCY. (1005, 149, 1067, 155)
ad-body: THE UNDERSIGNED is Prepared to Buy Wheat at Highest Current Rates—WHEAT, OATS, BARLEY, and GRASS SEED in any quantities. Corn sacks and Twine supplied; and Newcastle Coal, for Threshing Machines, always on hand. (287, 629, 416, 668)
tele-para: Telegrams are to hand from Central Asia reporting that the Russians have organised regular caravans between their present posts near the Caspian Sea and Merv, in Turkestan. (835, 1049, 964, 1081)
